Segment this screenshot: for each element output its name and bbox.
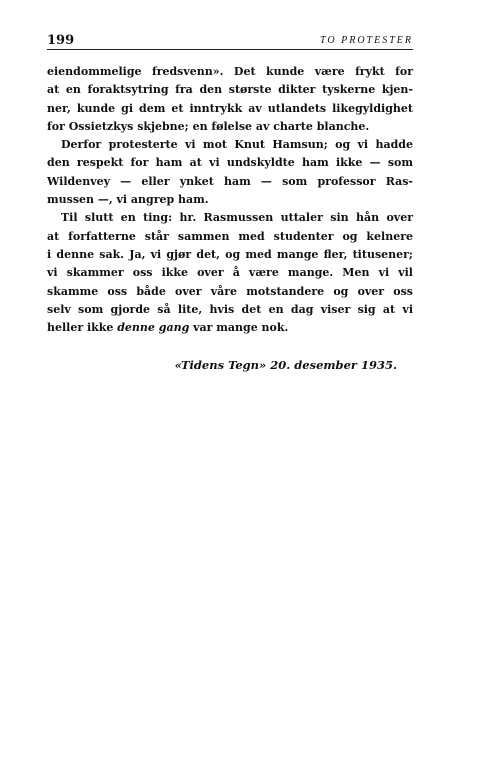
text-segment: heller ikke (47, 321, 118, 335)
text-line: eiendommelige fredsvenn». Det kunde være frykt for (47, 65, 413, 78)
text-line: vi skammer oss ikke over å være mange. Men vi vil (47, 266, 413, 280)
text-line: Wildenvey — eller ynket ham — som professor Ras- (47, 174, 413, 188)
text-line: den respekt for ham at vi undskyldte ham ikke — som (47, 156, 413, 170)
text-line: for Ossietzkys skjebne; en følelse av charte blanche. (47, 119, 370, 133)
emphasis-text: denne gang (117, 321, 190, 335)
text-line: ner, kunde gi dem et inntrykk av utlandets likegyldighet (47, 101, 413, 115)
page-number: 199 (47, 33, 75, 48)
text-line: at forfatterne står sammen med studenter og kelnere (47, 229, 413, 243)
body-text (47, 63, 413, 337)
running-title: TO PROTESTER (320, 35, 413, 46)
text-line: selv som gjorde så lite, hvis det en dag viser sig at vi (47, 302, 413, 316)
source-citation: «Tidens Tegn» 20. desember 1935. (174, 358, 397, 372)
text-line: mussen —, vi angrep ham. (47, 193, 209, 207)
text-line: skamme oss både over våre motstandere og over oss (47, 284, 413, 298)
text-line: at en foraktsytring fra den største dikter tyskerne kjen- (47, 83, 413, 97)
text-line: Til slutt en ting: hr. Rasmussen uttaler sin hån over (61, 211, 413, 225)
text-segment: var mange nok. (189, 321, 289, 335)
text-line: i denne sak. Ja, vi gjør det, og med mange fler, titusener; (47, 247, 413, 261)
text-line-final (47, 319, 413, 337)
running-head (47, 33, 413, 50)
text-line: Derfor protesterte vi mot Knut Hamsun; og vi hadde (61, 138, 413, 152)
